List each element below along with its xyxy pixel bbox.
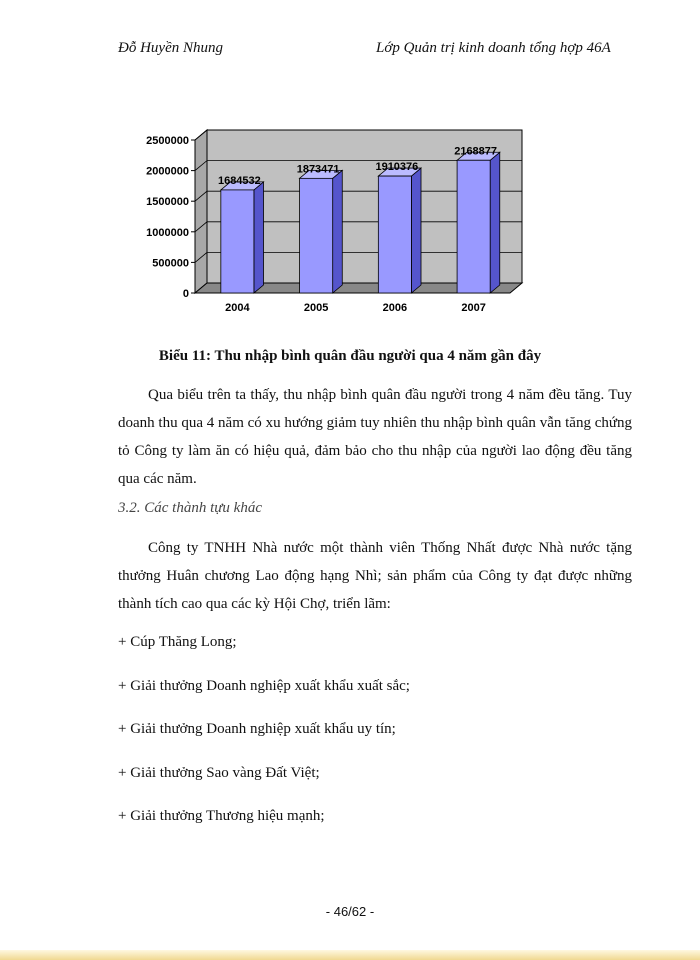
page-number: - 46/62 - <box>325 904 375 919</box>
bar-side <box>490 152 500 293</box>
data-label: 1873471 <box>296 163 340 176</box>
data-label: 1910376 <box>375 161 419 174</box>
y-tick-label: 1000000 <box>146 226 189 239</box>
bullet-item: + Giải thưởng Thương hiệu mạnh; <box>118 808 325 824</box>
bar-side <box>411 168 421 293</box>
bar-2005 <box>300 170 343 293</box>
bar-2007 <box>457 152 500 293</box>
bar-2004 <box>221 182 264 293</box>
bar-front <box>221 190 254 293</box>
bullet-item: + Giải thưởng Doanh nghiệp xuất khẩu xuất sắc; <box>118 678 410 694</box>
footer-decoration <box>0 950 700 960</box>
bar-side <box>254 182 264 293</box>
bar-front <box>457 160 490 293</box>
x-tick-label: 2005 <box>303 302 329 314</box>
income-bar-chart <box>120 118 540 323</box>
x-tick-label: 2006 <box>382 302 408 314</box>
bullet-item: + Giải thưởng Doanh nghiệp xuất khẩu uy tín; <box>118 721 396 737</box>
y-tick-label: 500000 <box>152 257 189 270</box>
x-tick-label: 2004 <box>225 302 250 314</box>
y-tick-label: 0 <box>182 288 189 300</box>
bar-2006 <box>378 168 421 293</box>
header-author: Đỗ Huyền Nhung <box>118 40 223 56</box>
plot-side-wall <box>195 130 207 293</box>
bullet-item: + Cúp Thăng Long; <box>118 634 237 650</box>
bar-side <box>333 170 343 293</box>
y-tick-label: 2500000 <box>146 135 189 147</box>
header-class: Lớp Quản trị kinh doanh tổng hợp 46A <box>376 40 611 56</box>
paragraph-income: Qua biểu trên ta thấy, thu nhập bình quân đầu người trong 4 năm đều tăng. Tuy doanh thu qua 4 năm có xu hướng giảm tuy nhiên thu nhập bình quân vẫn tăng chứng tỏ Công ty làm ăn có hiệu quả, đảm bảo cho thu nhập của người lao động đều tăng qua các năm. <box>118 387 632 487</box>
x-tick-label: 2007 <box>461 302 486 314</box>
section-title: 3.2. Các thành tựu khác <box>118 500 262 516</box>
bar-front <box>300 178 333 293</box>
bullet-item: + Giải thưởng Sao vàng Đất Việt; <box>118 765 320 781</box>
chart-caption: Biểu 11: Thu nhập bình quân đầu người qua 4 năm gần đây <box>158 348 542 364</box>
data-label: 1684532 <box>217 174 261 187</box>
y-tick-label: 2000000 <box>146 165 189 178</box>
y-tick-label: 1500000 <box>146 196 189 209</box>
paragraph-achievements: Công ty TNHH Nhà nước một thành viên Thống Nhất được Nhà nước tặng thưởng Huân chương Lao động hạng Nhì; sản phẩm của Công ty đạt được những thành tích cao qua các kỳ Hội Chợ, triển lãm: <box>118 540 632 612</box>
bar-front <box>378 176 411 293</box>
data-label: 2168877 <box>454 145 498 158</box>
